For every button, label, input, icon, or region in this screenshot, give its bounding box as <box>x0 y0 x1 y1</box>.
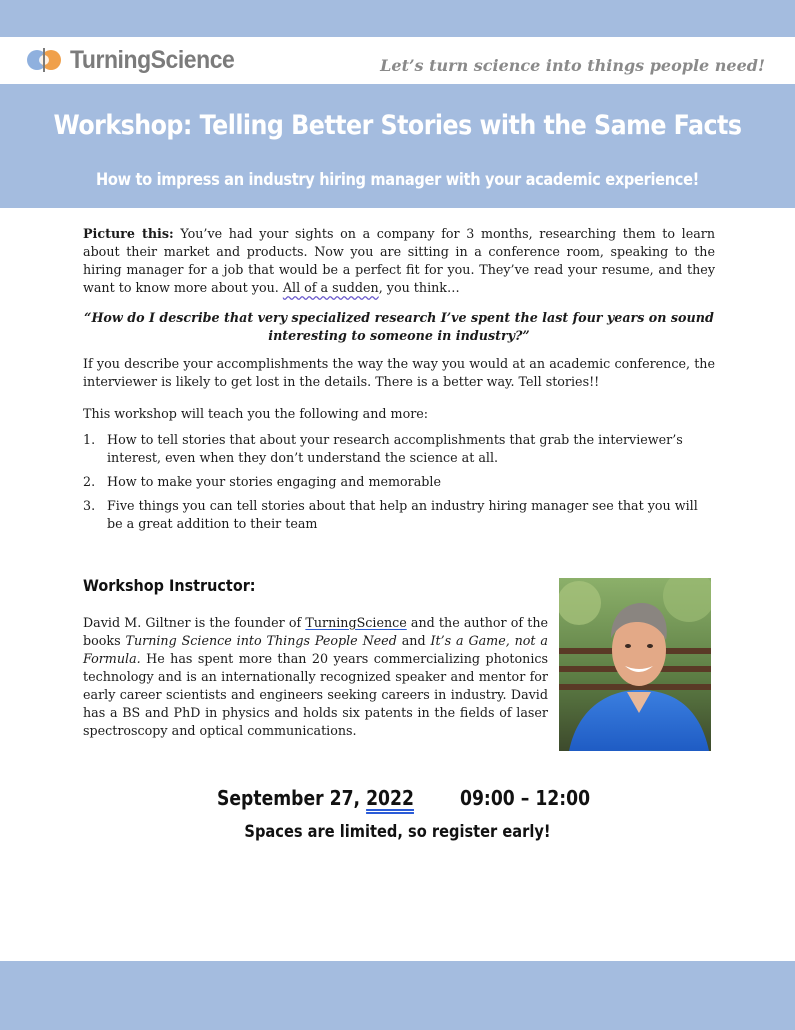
bio-text: and <box>396 633 431 648</box>
date-text: September 27, <box>217 786 367 810</box>
bio-text: David M. Giltner is the founder of <box>83 615 306 630</box>
top-band <box>0 0 795 37</box>
title-banner <box>0 84 795 208</box>
instructor-bio <box>83 614 548 740</box>
register-note: Spaces are limited, so register early! <box>244 822 551 842</box>
topics-list <box>83 431 715 533</box>
header <box>0 37 795 84</box>
event-date <box>217 786 414 810</box>
list-item <box>83 473 715 491</box>
intro-paragraph <box>83 225 715 297</box>
list-text: How to tell stories that about your research accomplishments that grab the interviewer’s interest, even when they don’t understand the science at all. <box>107 432 683 465</box>
turningscience-logo-icon <box>24 46 64 74</box>
workshop-title: Workshop: Telling Better Stories with the Same Facts <box>53 110 742 141</box>
grammar-flagged-phrase[interactable]: All of a sudden <box>282 280 379 295</box>
bio-text: He has spent more than 20 years commercializing photonics technology and is an internationally recognized speaker and mentor for early career scientists and engineers seeking careers in industry. David has a BS and PhD in physics and holds six patents in the fields of laser spectroscopy and optical communications. <box>83 651 548 738</box>
list-item <box>83 431 715 467</box>
turningscience-link[interactable]: TurningScience <box>305 615 407 630</box>
tagline: Let’s turn science into things people need! <box>380 56 765 75</box>
intro-body: You’ve had your sights on a company for 3 months, researching them to learn about their market and products. Now you are sitting in a conference room, speaking to the hiring manager for a job that would be a perfect fit for you. They’ve read your resume, and they want to know more about you. <box>83 226 716 295</box>
list-number: 1. <box>83 432 96 447</box>
list-number: 3. <box>83 498 96 513</box>
logo-text: TurningScience <box>70 46 235 74</box>
paragraph-workshop-intro: This workshop will teach you the following and more: <box>83 406 429 421</box>
book-title: Turning Science into Things People Need <box>125 633 397 648</box>
list-item <box>83 497 715 533</box>
intro-tail: , you think… <box>378 280 460 295</box>
bio-text: and the author of the books <box>83 615 548 648</box>
intro-lead: Picture this: <box>83 226 174 241</box>
event-details <box>0 786 795 816</box>
date-year: 2022 <box>366 786 414 810</box>
instructor-photo <box>559 578 711 751</box>
event-time: 09:00 – 12:00 <box>460 786 591 810</box>
list-text: How to make your stories engaging and memorable <box>107 474 441 489</box>
book-title: It’s a Game, not a Formula. <box>83 633 548 666</box>
quote: “How do I describe that very specialized research I’ve spent the last four years on sound interesting to someone in industry?” <box>84 310 714 343</box>
paragraph-stories: If you describe your accomplishments the way the way you would at an academic conference, the interviewer is likely to get lost in the details. There is a better way. Tell stories!! <box>83 356 715 389</box>
bottom-band <box>0 961 795 1030</box>
main-content <box>83 225 715 539</box>
workshop-subtitle: How to impress an industry hiring manager with your academic experience! <box>96 170 699 190</box>
list-text: Five things you can tell stories about that help an industry hiring manager see that you will be a great addition to their team <box>107 498 698 531</box>
list-number: 2. <box>83 474 96 489</box>
instructor-heading: Workshop Instructor: <box>83 576 256 595</box>
